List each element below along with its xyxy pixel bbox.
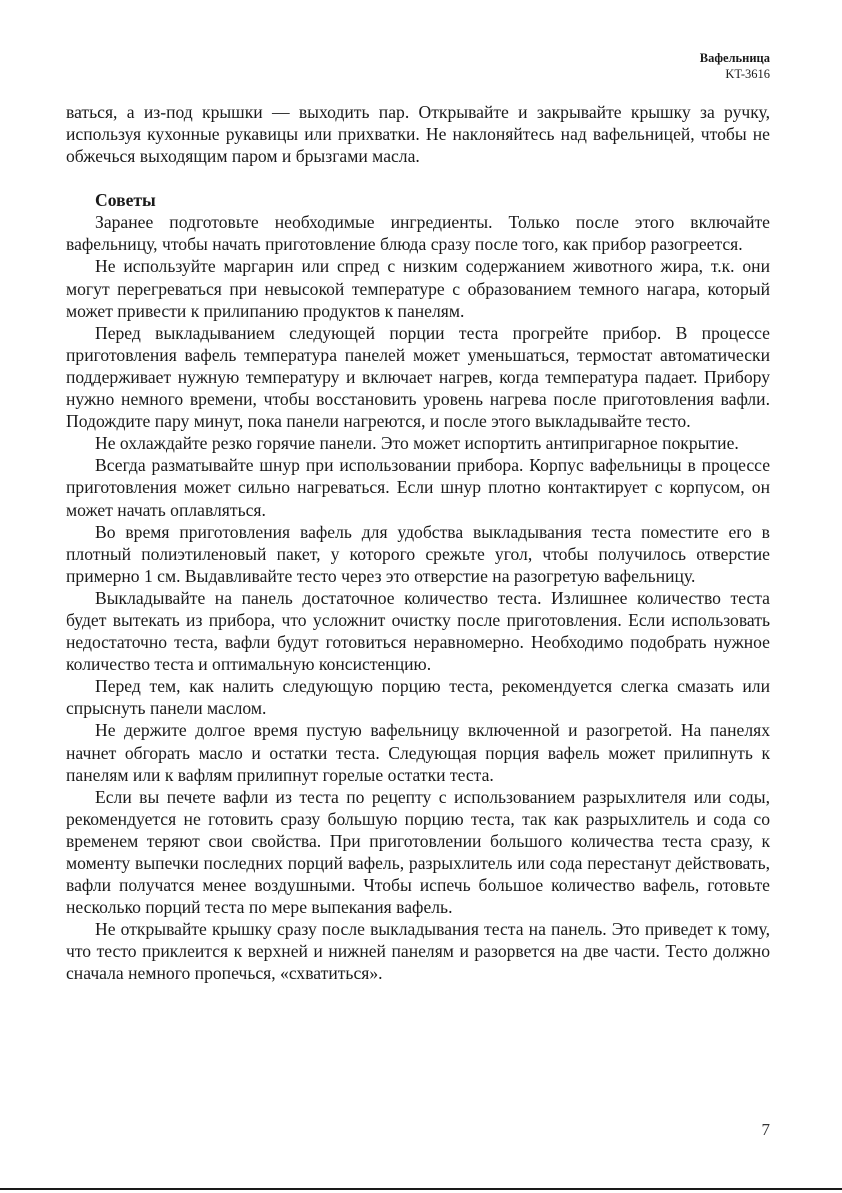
tip-paragraph: Выкладывайте на панель достаточное количество теста. Излишнее количество теста будет вытекать из прибора, что усложнит очистку после приготовления. Если использовать недостаточно теста, вафли будут готовиться неравномерно. Необходимо подобрать нужное количество теста и оптимальную консистенцию. [66,587,770,675]
intro-paragraph: ваться, а из-под крышки — выходить пар. Открывайте и закрывайте крышку за ручку, используя кухонные рукавицы или прихватки. Не наклоняйтесь над вафельницей, чтобы не обжечься выходящим паром и брызгами масла. [66,102,770,167]
tip-paragraph: Перед выкладыванием следующей порции теста прогрейте прибор. В процессе приготовления вафель температура панелей может уменьшаться, термостат автоматически поддерживает нужную температуру и включает нагрев, когда температура падает. Прибору нужно немного времени, чтобы восстановить уровень нагрева после приготовления вафли. Подождите пару минут, пока панели нагреются, и после этого выкладывайте тесто. [66,322,770,432]
running-header [700,50,770,82]
tip-paragraph: Всегда разматывайте шнур при использовании прибора. Корпус вафельницы в процессе приготовления может сильно нагреваться. Если шнур плотно контактирует с корпусом, он может начать оплавляться. [66,455,770,520]
page-bottom-edge [0,1188,842,1190]
tip-paragraph: Во время приготовления вафель для удобства выкладывания теста поместите его в плотный полиэтиленовый пакет, у которого срежьте угол, чтобы получилось отверстие примерно 1 см. Выдавливайте тесто через это отверстие на разогретую вафельницу. [66,521,770,586]
tip-paragraph: Если вы печете вафли из теста по рецепту с использованием разрыхлителя или соды, рекомендуется не готовить сразу большую порцию теста, так как разрыхлитель и сода со временем теряют свои свойства. При приготовлении большого количества теста сразу, к моменту выпечки последних порций вафель, разрыхлитель или сода перестанут действовать, вафли получатся менее воздушными. Чтобы испечь большое количество вафель, готовьте несколько порций теста по мере выпекания вафель. [66,786,770,918]
header-product-name: Вафельница [699,51,770,65]
tip-paragraph: Не охлаждайте резко горячие панели. Это может испортить антипригарное покрытие. [95,433,739,454]
tip-paragraph: Не открывайте крышку сразу после выкладывания теста на панель. Это приведет к тому, что тесто приклеится к верхней и нижней панелям и разорвется на две части. Тесто должно сначала немного пропечься, «схватиться». [66,919,770,984]
tip-paragraph: Не используйте маргарин или спред с низким содержанием животного жира, т.к. они могут перегреваться при невысокой температуре с образованием темного нагара, который может привести к прилипанию продуктов к панелям. [66,256,770,321]
header-model-number: KT-3616 [725,67,770,81]
section-heading: Советы [95,190,156,211]
tip-paragraph: Не держите долгое время пустую вафельницу включенной и разогретой. На панелях начнет обгорать масло и остатки теста. Следующая порция вафель может прилипнуть к панелям или к вафлям прилипнут горелые остатки теста. [66,720,770,785]
page-body [66,101,770,985]
tip-paragraph: Перед тем, как налить следующую порцию теста, рекомендуется слегка смазать или спрыснуть панели маслом. [66,676,770,719]
page-number: 7 [761,1120,770,1139]
tip-paragraph: Заранее подготовьте необходимые ингредиенты. Только после этого включайте вафельницу, чтобы начать приготовление блюда сразу после того, как прибор разогреется. [66,212,770,255]
